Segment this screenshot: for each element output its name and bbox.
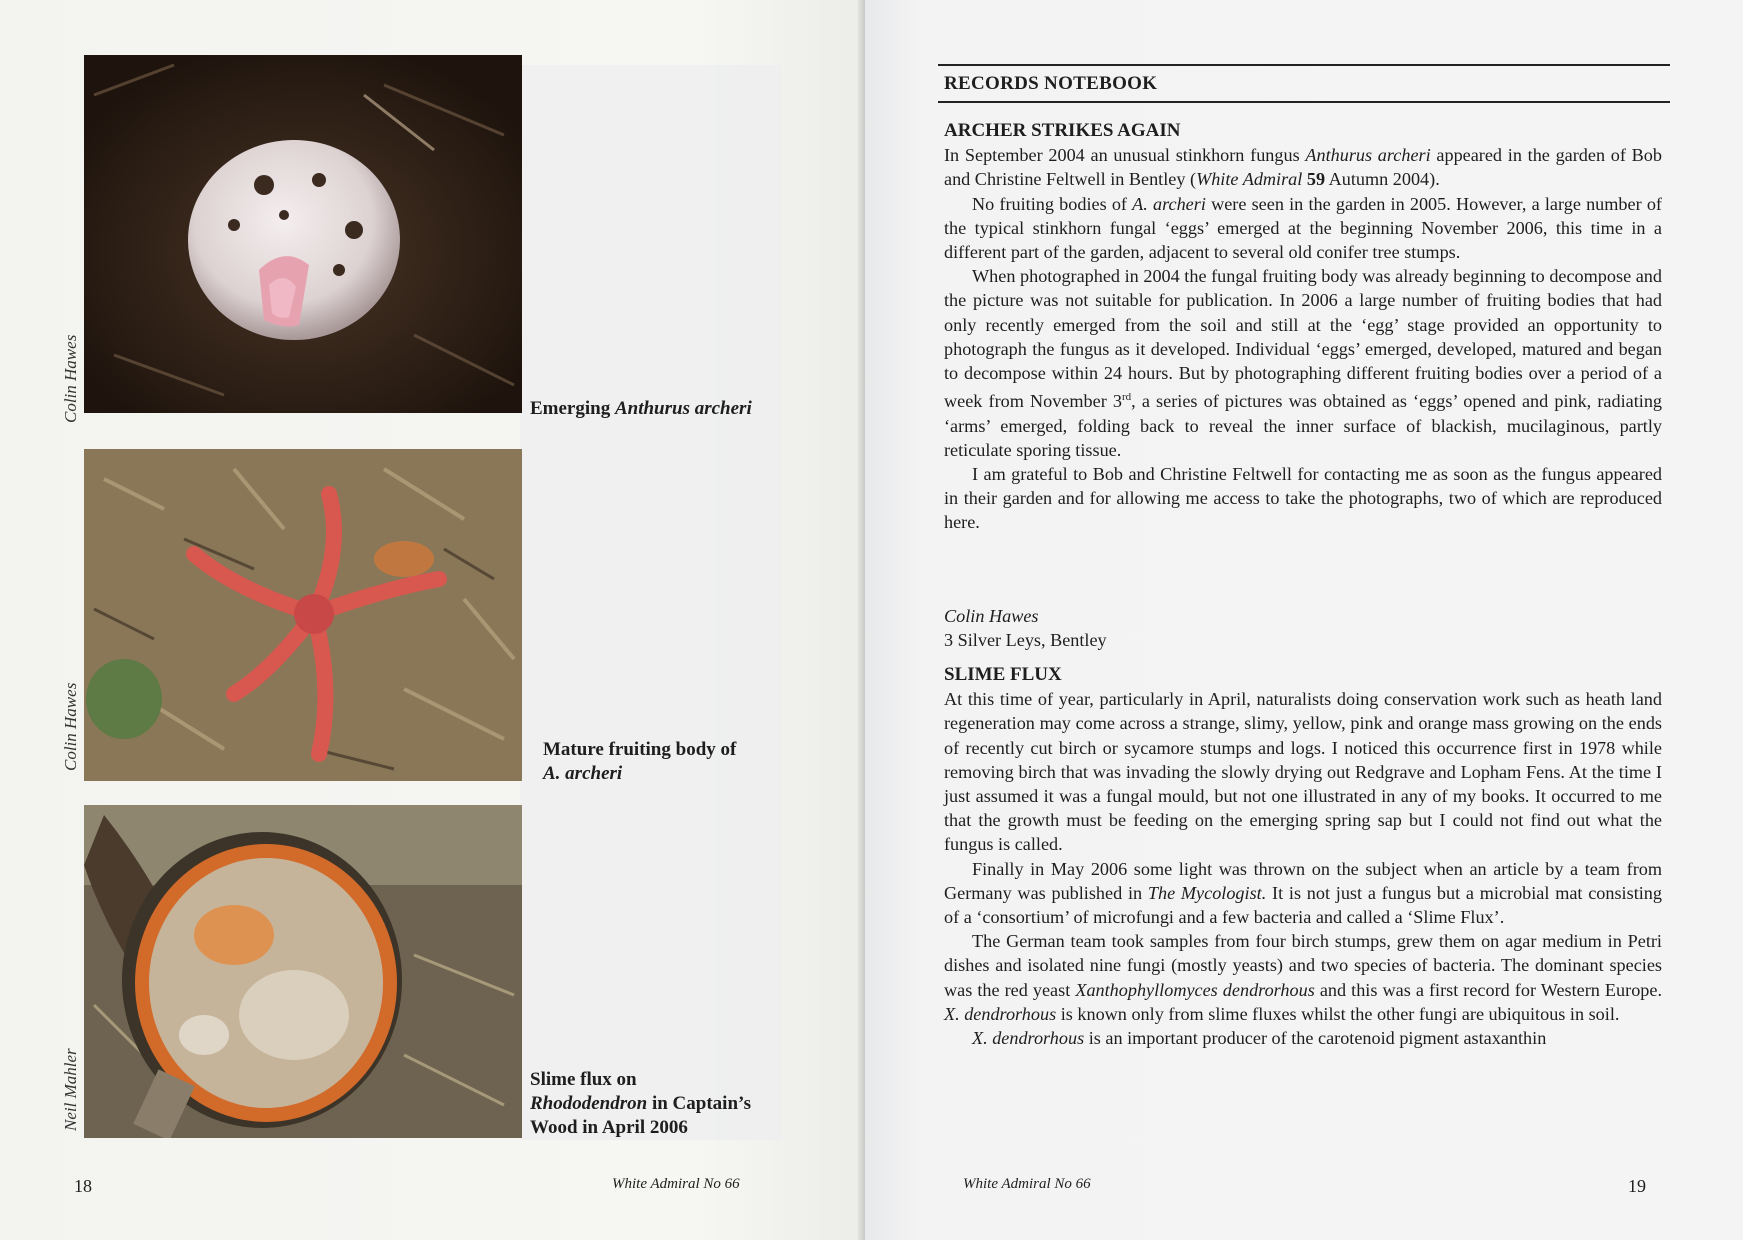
- article-heading: SLIME FLUX: [944, 664, 1062, 685]
- author-name: Colin Hawes: [944, 606, 1039, 626]
- paragraph: In September 2004 an unusual stinkhorn fungus Anthurus archeri appeared in the garden of Bob and Christine Feltwell in Bentley (White Admiral 59 Autumn 2004).: [944, 145, 1662, 190]
- paragraph: Finally in May 2006 some light was thrown on the subject when an article by a team from Germany was published in The Mycologist. It is not just a fungus but a microbial mat consisting of a ‘consortium’ of microfungi and a few bacteria and called a ‘Slime Flux’.: [944, 858, 1662, 928]
- author-address: 3 Silver Leys, Bentley: [944, 630, 1107, 651]
- left-page: [0, 0, 865, 1240]
- article-archer-strikes-again: [944, 119, 1662, 535]
- paragraph: At this time of year, particularly in April, naturalists doing conservation work such as heath land regeneration may come across a strange, slimy, yellow, pink and orange mass growing on the ends of recently cut birch or sycamore stumps and logs. I noticed this occurrence first in 1978 while removing birch that was invading the slowly drying out Redgrave and Lopham Fens. At the time I just assumed it was a fungal mould, but not one illustrated in any of my books. It occurred to me that the growth must be feeding on the emerging spring sap but I could not find out what the fungus is called.: [944, 689, 1662, 855]
- header-rule-top: [938, 64, 1670, 66]
- paragraph: The German team took samples from four birch stumps, grew them on agar medium in Petri dishes and isolated nine fungi (mostly yeasts) and two species of bacteria. The dominant species was the red yeast Xanthophyllomyces dendrorhous and this was a first record for Western Europe. X. dendrorhous is known only from slime fluxes whilst the other fungi are ubiquitous in soil.: [944, 931, 1663, 1024]
- photo-caption: Slime flux on Rhododendron in Captain’s Wood in April 2006: [530, 1069, 752, 1138]
- paragraph: When photographed in 2004 the fungal fruiting body was already beginning to decompose and the picture was not suitable for publication. In 2006 a large number of fruiting bodies that had only recently emerged from the soil and still at the ‘egg’ stage provided an opportunity to photograph the fungus as it developed. Individual ‘eggs’ emerged, developed, matured and began to decompose within 24 hours. But by photographing different fruiting bodies over a period of a week from November 3rd, a series of pictures was obtained as ‘eggs’ opened and pink, radiating ‘arms’ emerged, folding back to reveal the inner surface of blackish, mucilaginous, partly reticulate sporing tissue.: [944, 266, 1663, 460]
- photo-emerging-anthurus: [84, 55, 522, 413]
- show-through-ghost: [520, 65, 782, 1140]
- author-signature: [944, 604, 1107, 652]
- paragraph: No fruiting bodies of A. archeri were seen in the garden in 2005. However, a large number of the typical stinkhorn fungal ‘eggs’ emerged at the beginning November 2006, this time in a different part of the garden, adjacent to several old conifer tree stumps.: [944, 193, 1662, 263]
- paragraph: X. dendrorhous is an important producer of the carotenoid pigment astaxanthin: [972, 1028, 1547, 1049]
- paragraph: I am grateful to Bob and Christine Feltwell for contacting me as soon as the fungus appeared in their garden and for allowing me access to take the photographs, two of which are reproduced here.: [944, 463, 1662, 533]
- photo-credit: Colin Hawes: [61, 682, 80, 771]
- photo-caption: Mature fruiting body of A. archeri: [543, 739, 737, 784]
- photo-slime-flux: [84, 805, 522, 1138]
- photo-caption: Emerging Anthurus archeri: [530, 398, 752, 419]
- photo-credit: Neil Mahler: [61, 1048, 80, 1131]
- running-footer: White Admiral No 66: [612, 1176, 740, 1192]
- section-title: RECORDS NOTEBOOK: [944, 73, 1158, 94]
- header-rule-bottom: [938, 101, 1670, 103]
- page-number: 18: [74, 1176, 92, 1196]
- photo-credit: Colin Hawes: [61, 334, 80, 423]
- running-footer: White Admiral No 66: [963, 1176, 1091, 1192]
- article-slime-flux: [944, 663, 1662, 1050]
- page-number: 19: [1628, 1176, 1646, 1196]
- article-heading: ARCHER STRIKES AGAIN: [944, 120, 1181, 141]
- photo-mature-fruiting-body: [84, 449, 522, 781]
